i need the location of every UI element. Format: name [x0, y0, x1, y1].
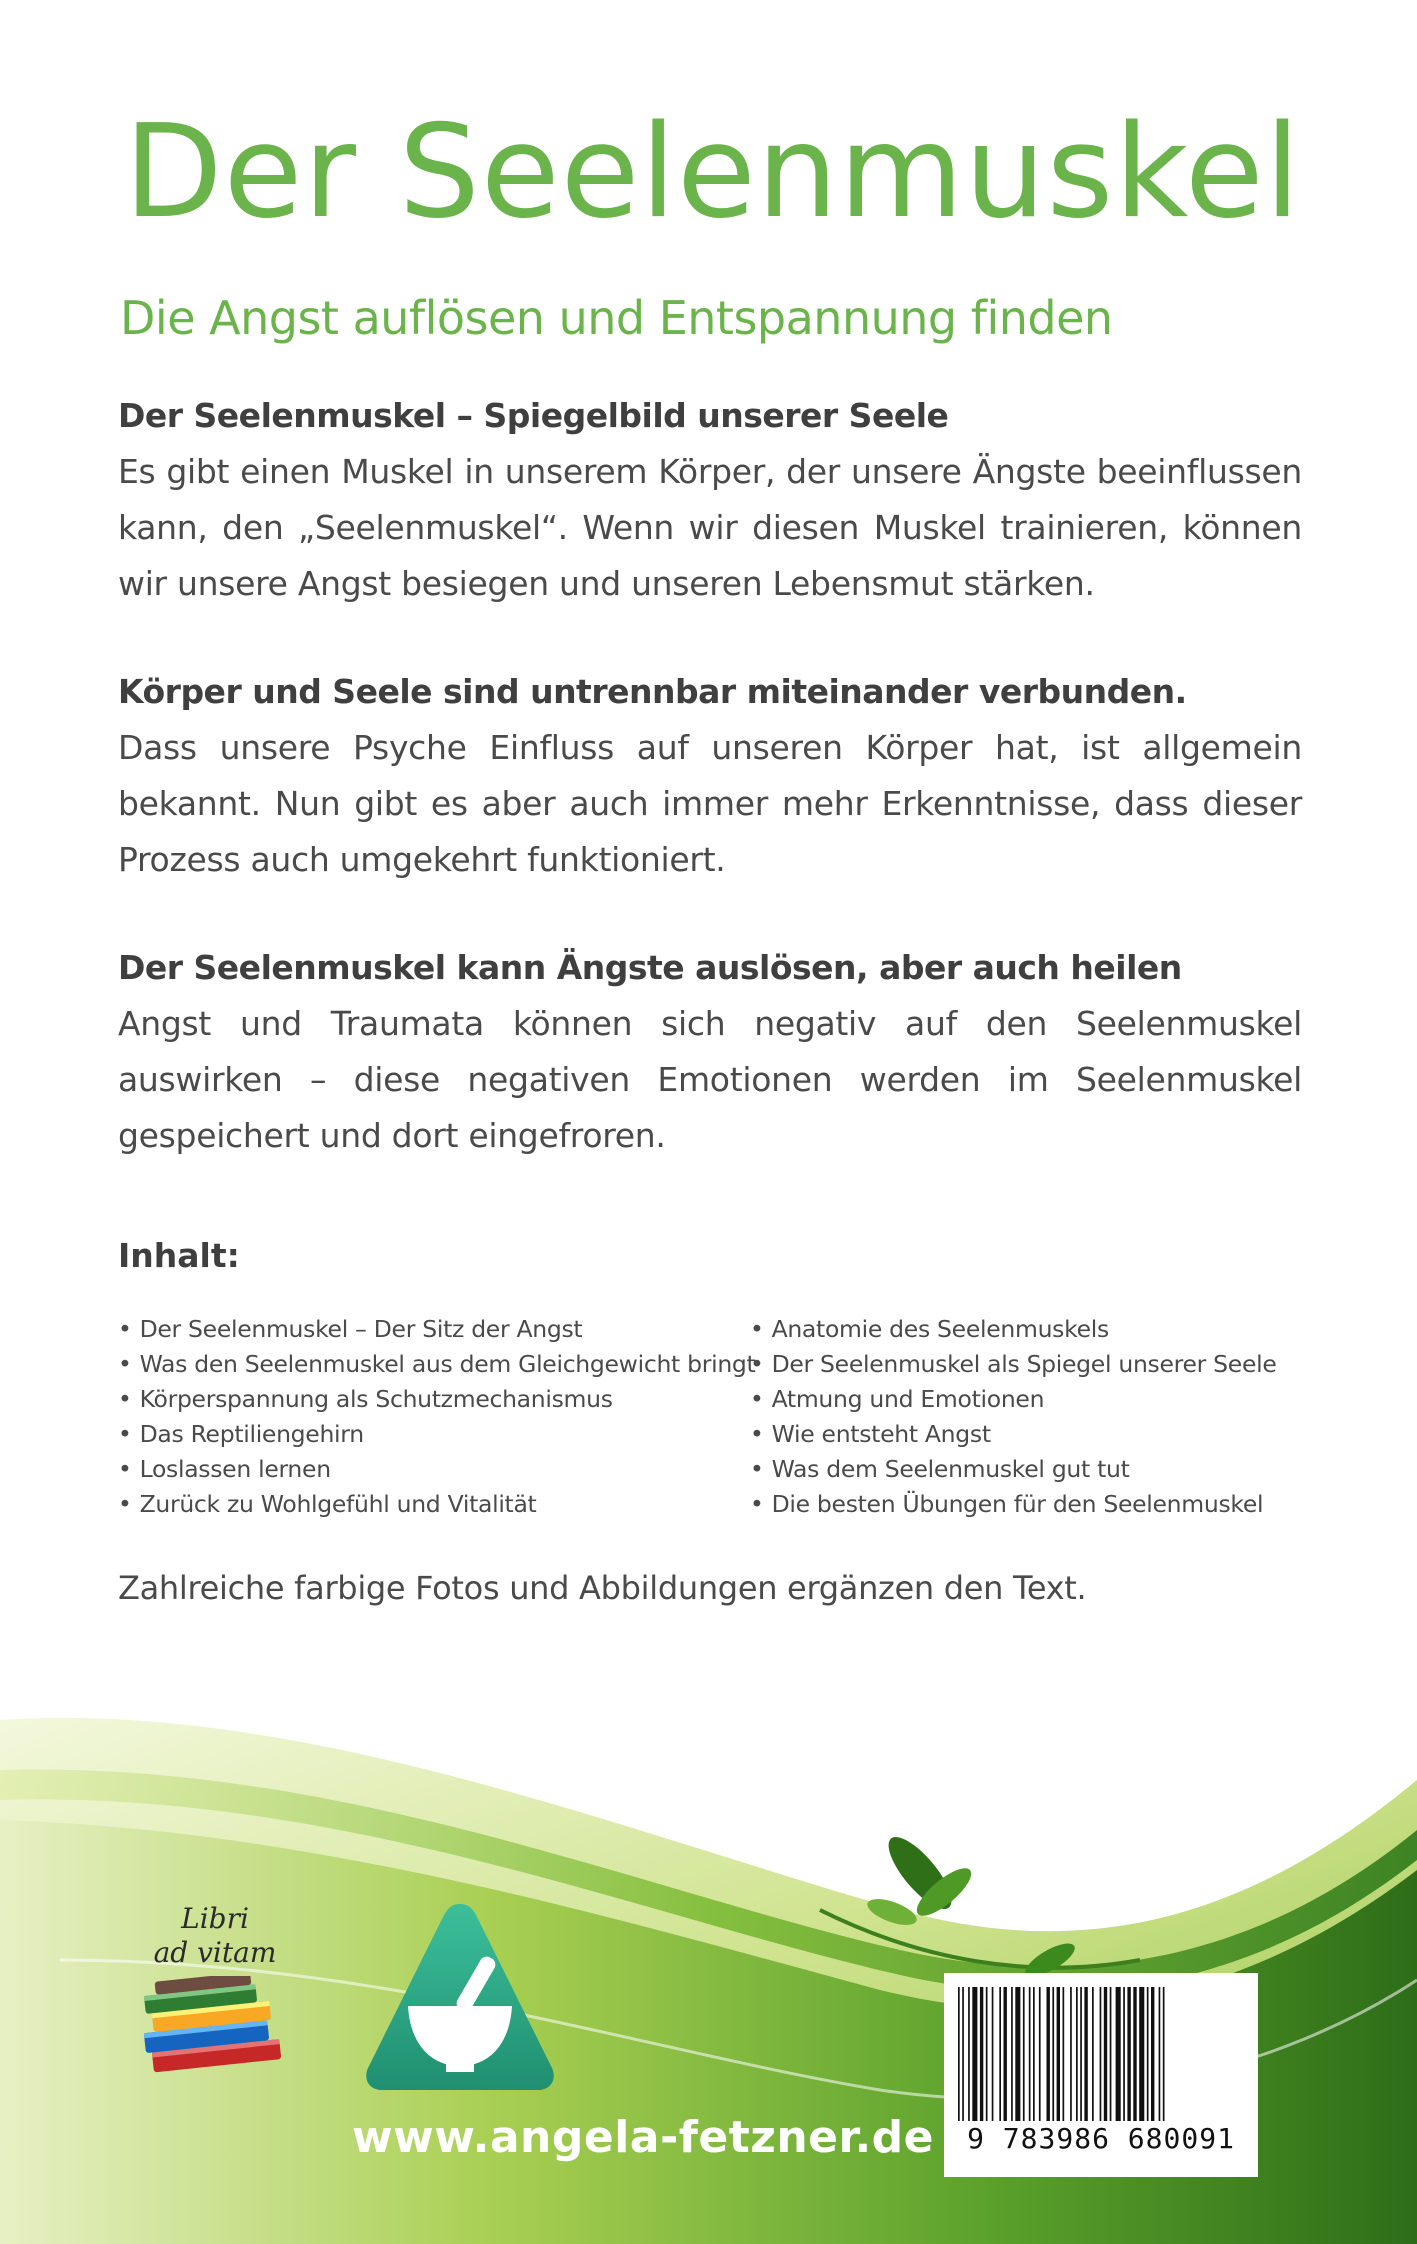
barcode-bar [1139, 1987, 1144, 2121]
section-text: Dass unsere Psyche Einfluss auf unseren Körper hat, ist allgemein bekannt. Nun gibt es aber auch immer mehr Erkenntnisse, dass dieser Prozess auch umgekehrt funktioniert. [118, 728, 1302, 879]
barcode-bar [1127, 1987, 1130, 2121]
isbn-barcode [944, 1973, 1258, 2177]
section-heading: Körper und Seele sind untrennbar miteinander verbunden. [118, 672, 1187, 711]
description [118, 388, 1302, 1216]
publisher-name-line1: Libri [181, 1902, 249, 1935]
website-url[interactable]: www.angela-fetzner.de [352, 2112, 935, 2163]
barcode-bar [1029, 1987, 1031, 2121]
contents-item: • Was dem Seelenmuskel gut tut [750, 1452, 1310, 1487]
barcode-bar [1104, 1987, 1107, 2121]
barcode-bar [958, 1987, 960, 2121]
contents-item: • Was den Seelenmuskel aus dem Gleichgewicht bringt [118, 1347, 750, 1382]
section-aengste [118, 940, 1302, 1164]
barcode-bar [1092, 1987, 1094, 2121]
barcode-bar [1070, 1987, 1072, 2121]
barcode-bar [1033, 1987, 1035, 2121]
publisher-logo [130, 1902, 300, 2092]
barcode-bar [1147, 1987, 1149, 2121]
barcode-bar [1084, 1987, 1087, 2121]
isbn-number: 9 783986 680091 [967, 2122, 1235, 2155]
books-icon [138, 1976, 288, 2086]
barcode-bar [1039, 1987, 1041, 2121]
contents-item: • Körperspannung als Schutzmechanismus [118, 1382, 750, 1417]
book-subtitle: Die Angst auflösen und Entspannung finden [120, 291, 1113, 345]
book-title: Der Seelenmuskel [124, 98, 1302, 247]
barcode-bar [986, 1987, 988, 2121]
barcode-bar [1110, 1987, 1112, 2121]
publisher-name-line2: ad vitam [153, 1936, 277, 1969]
section-heading: Der Seelenmuskel kann Ängste auslösen, aber auch heilen [118, 948, 1182, 987]
barcode-bar [992, 1987, 994, 2121]
contents-column-left [118, 1312, 756, 1522]
barcode-bar [1011, 1987, 1013, 2121]
barcode-bar [1052, 1987, 1054, 2121]
barcode-bars [956, 1987, 1246, 2123]
barcode-bar [1076, 1987, 1078, 2121]
section-spiegelbild [118, 388, 1302, 612]
contents-item: • Die besten Übungen für den Seelenmuskel [750, 1487, 1310, 1522]
barcode-bar [1080, 1987, 1082, 2121]
barcode-bar [962, 1987, 964, 2121]
barcode-bar [1057, 1987, 1060, 2121]
barcode-bar [1151, 1987, 1154, 2121]
contents-item: • Das Reptiliengehirn [118, 1417, 750, 1452]
mortar-pestle-logo-icon [360, 1898, 560, 2098]
barcode-bar [968, 1987, 970, 2121]
barcode-bar [1159, 1987, 1161, 2121]
barcode-bar [1023, 1987, 1025, 2121]
section-koerper-seele [118, 664, 1302, 888]
contents-item: • Loslassen lernen [118, 1452, 750, 1487]
barcode-bar [1063, 1987, 1065, 2121]
contents-item: • Der Seelenmuskel – Der Sitz der Angst [118, 1312, 750, 1347]
contents-column-right [750, 1312, 1310, 1522]
barcode-bar [1133, 1987, 1136, 2121]
barcode-bar [1100, 1987, 1102, 2121]
barcode-bar [1163, 1987, 1165, 2121]
footer-note: Zahlreiche farbige Fotos und Abbildungen ergänzen den Text. [118, 1569, 1087, 1607]
barcode-bar [1123, 1987, 1125, 2121]
barcode-bar [980, 1987, 983, 2121]
barcode-bar [1004, 1987, 1007, 2121]
contents-item: • Wie entsteht Angst [750, 1417, 1310, 1452]
contents-item: • Zurück zu Wohlgefühl und Vitalität [118, 1487, 750, 1522]
barcode-bar [972, 1987, 977, 2121]
contents-heading: Inhalt: [118, 1236, 240, 1275]
contents-item: • Atmung und Emotionen [750, 1382, 1310, 1417]
section-heading: Der Seelenmuskel – Spiegelbild unserer Seele [118, 396, 949, 435]
section-text: Es gibt einen Muskel in unserem Körper, der unsere Ängste beeinflussen kann, den „Seelenmuskel“. Wenn wir diesen Muskel trainieren, können wir unsere Angst besiegen und unseren Lebensmut stärken. [118, 452, 1302, 603]
barcode-bar [999, 1987, 1001, 2121]
contents-list [118, 1312, 1318, 1522]
contents-item: • Der Seelenmuskel als Spiegel unserer Seele [750, 1347, 1310, 1382]
barcode-bar [1047, 1987, 1050, 2121]
contents-item: • Anatomie des Seelenmuskels [750, 1312, 1310, 1347]
barcode-bar [1015, 1987, 1020, 2121]
section-text: Angst und Traumata können sich negativ auf den Seelenmuskel auswirken – diese negativen Emotionen werden im Seelenmuskel gespeichert und dort eingefroren. [118, 1004, 1302, 1155]
barcode-bar [1116, 1987, 1121, 2121]
